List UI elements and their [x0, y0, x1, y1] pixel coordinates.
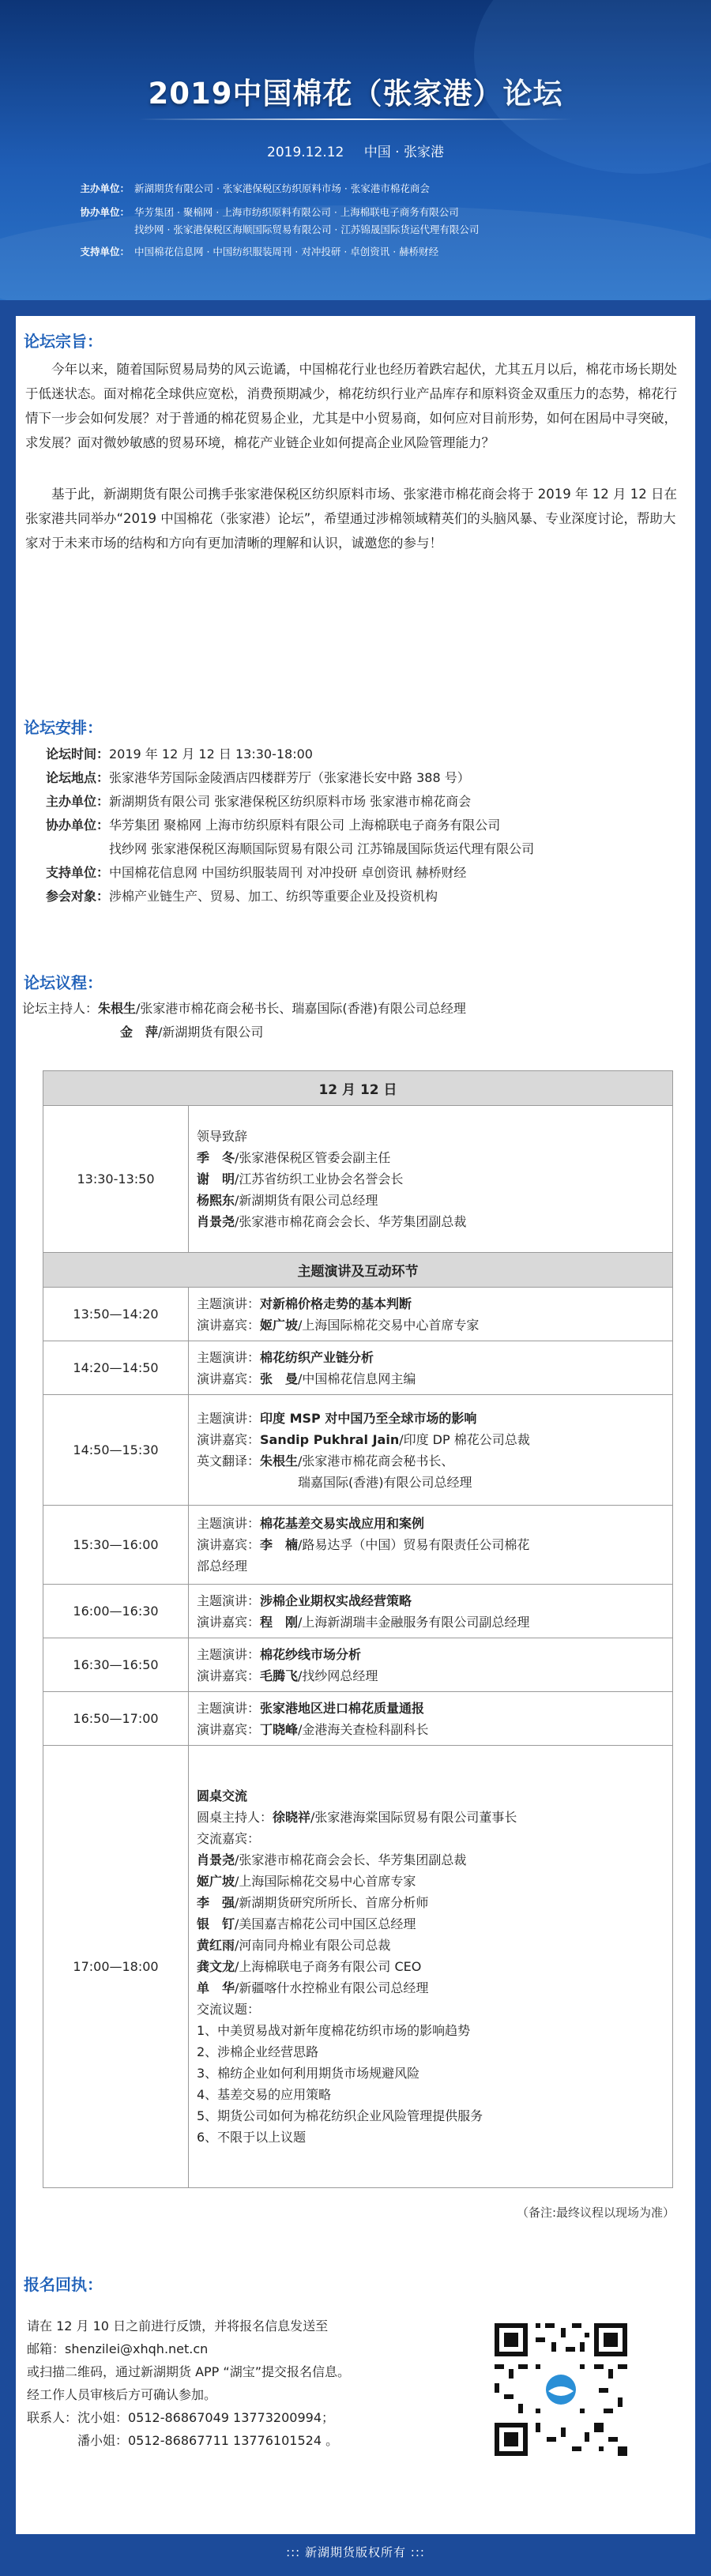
header-banner [0, 0, 711, 300]
agenda-heading: 论坛议程： [24, 973, 103, 992]
arrangement-attendees: 参会对象：涉棉产业链生产、贸易、加工、纺织等重要企业及投资机构 [45, 889, 438, 904]
forum-date: 2019.12.12 [267, 145, 344, 160]
arrangement-venue: 论坛地点：张家港华芳国际金陵酒店四楼群芳厅（张家港长安中路 388 号） [45, 770, 470, 785]
agenda-table [43, 1070, 673, 2188]
header-support-org: 支持单位： 中国棉花信息网 · 中国纺织服装周刊 · 对冲投研 · 卓创资讯 · 赫桥财经 [80, 246, 439, 258]
table-row: 15:30—16:00 主题演讲：棉花基差交易实战应用和案例 演讲嘉宾：李 楠/路易达孚（中国）贸易有限责任公司棉花 部总经理 [43, 1506, 673, 1585]
purpose-paragraph-1: 今年以来，随着国际贸易局势的风云诡谲，中国棉花行业也经历着跌宕起伏，尤其五月以后，棉花市场长期处于低迷状态。面对棉花全球供应宽松，消费预期减少，棉花纺织行业产品库存和原料资金双重压力的态势，棉花行情下一步会如何发展？对于普通的棉花贸易企业，尤其是中小贸易商，如何应对目前形势，如何在困局中寻突破，求发展？面对微妙敏感的贸易环境，棉花产业链企业如何提高企业风险管理能力？ [25, 362, 677, 450]
content-card [16, 316, 695, 2534]
roundtable-time: 17:00—18:00 [43, 1746, 189, 2188]
header-co-org: 协办单位： 华芳集团 · 聚棉网 · 上海市纺织原料有限公司 · 上海棉联电子商务有限公司 找纱网 · 张家港保税区海顺国际贸易有限公司 · 江苏锦晟国际货运代理有限公司 [80, 206, 480, 235]
agenda-day-row [43, 1071, 673, 1106]
table-row: 13:50—14:20 主题演讲：对新棉价格走势的基本判断 演讲嘉宾：姬广坡/上海国际棉花交易中心首席专家 [43, 1288, 673, 1341]
table-row: 14:50—15:30 主题演讲：印度 MSP 对中国乃至全球市场的影响 演讲嘉宾：Sandip Pukhral Jain/印度 DP 棉花公司总裁 英文翻译：朱根生/张家港市棉花商会秘书长、 瑞嘉国际(香港)有限公司总经理 [43, 1395, 673, 1506]
arrangement-time: 论坛时间：2019 年 12 月 12 日 13:30-18:00 [45, 746, 313, 762]
roundtable-detail: 圆桌交流 圆桌主持人：徐晓祥/张家港海棠国际贸易有限公司董事长 交流嘉宾： 肖景尧/张家港市棉花商会会长、华芳集团副总裁 姬广坡/上海国际棉花交易中心首席专家 李 强/新湖期货研究所所长、首席分析师 银 钉/美国嘉吉棉花公司中国区总经理 黄红雨/河南同舟棉业有限公司总裁 龚文龙/上海棉联电子商务有限公司 CEO 单 华/新疆喀什水控棉业有限公司总经理 交流议题： 1、中美贸易战对新年度棉花纺织市场的影响趋势 2、涉棉企业经营思路 3、棉纺企业如何利用期货市场规避风险 4、基差交易的应用策略 5、期货公司如何为棉花纺织企业风险管理提供服务 6、不限于以上议题 [189, 1746, 673, 2188]
registration-heading: 报名回执： [24, 2275, 103, 2294]
forum-host-2: 金 萍/新湖期货有限公司 [120, 1025, 264, 1040]
arrangement-host: 主办单位：新湖期货有限公司 张家港保税区纺织原料市场 张家港市棉花商会 [45, 794, 472, 809]
header-host-org: 主办单位： 新湖期货有限公司 · 张家港保税区纺织原料市场 · 张家港市棉花商会 [80, 182, 430, 194]
registration-contact-1: 联系人：沈小姐：0512-86867049 13773200994； [27, 2410, 334, 2425]
table-row: 16:50—17:00 主题演讲：张家港地区进口棉花质量通报 演讲嘉宾：丁晓峰/金港海关查检科副科长 [43, 1692, 673, 1746]
opening-detail: 领导致辞 季 冬/张家港保税区管委会副主任 谢 明/江苏省纺织工业协会名誉会长 杨熙东/新湖期货有限公司总经理 肖景尧/张家港市棉花商会会长、华芳集团副总裁 [189, 1106, 673, 1253]
table-row: 16:00—16:30 主题演讲：涉棉企业期权实战经营策略 演讲嘉宾：程 刚/上海新湖瑞丰金融服务有限公司副总经理 [43, 1585, 673, 1638]
table-row [43, 1106, 673, 1253]
arrangement-co-host: 协办单位：华芳集团 聚棉网 上海市纺织原料有限公司 上海棉联电子商务有限公司 [45, 818, 501, 833]
registration-info: 请在 12 月 10 日之前进行反馈，并将报名信息发送至 邮箱：shenzilei@xhqh.net.cn 或扫描二维码，通过新湖期货 APP “湖宝”提交报名信息。 经工作人员审核后方可确认参加。 联系人：沈小姐：0512-86867049 13773200994； 潘小姐：0512-86867711 13776101524 。 [27, 2315, 501, 2452]
opening-time: 13:30-13:50 [43, 1106, 189, 1253]
forum-title: 2019中国棉花（张家港）论坛 [148, 77, 563, 111]
table-row [43, 1746, 673, 2188]
title-divider [138, 118, 573, 120]
purpose-paragraph-2: 基于此，新湖期货有限公司携手张家港保税区纺织原料市场、张家港市棉花商会将于 2019 年 12 月 12 日在张家港共同举办“2019 中国棉花（张家港）论坛”，希望通过涉棉领域精英们的头脑风暴、专业深度讨论，帮助大家对于未来市场的结构和方向有更加清晰的理解和认识，诚邀您的参与！ [25, 487, 677, 551]
forum-meta [0, 141, 711, 160]
registration-contact-2: 潘小姐：0512-86867711 13776101524 。 [27, 2433, 339, 2448]
registration-email: 邮箱：shenzilei@xhqh.net.cn [27, 2341, 209, 2356]
session-band: 主题演讲及互动环节 [43, 1253, 673, 1288]
table-row: 16:30—16:50 主题演讲：棉花纱线市场分析 演讲嘉宾：毛腾飞/找纱网总经理 [43, 1638, 673, 1692]
agenda-day: 12 月 12 日 [43, 1071, 673, 1106]
footer-copyright: ::: 新湖期货版权所有 ::: [286, 2545, 425, 2559]
arrangement-support: 支持单位：中国棉花信息网 中国纺织服装周刊 对冲投研 卓创资讯 赫桥财经 [45, 865, 467, 880]
forum-host-1: 论坛主持人：朱根生/张家港市棉花商会秘书长、瑞嘉国际(香港)有限公司总经理 [22, 1001, 466, 1016]
agenda-session-row [43, 1253, 673, 1288]
table-row: 14:20—14:50 主题演讲：棉花纺织产业链分析 演讲嘉宾：张 曼/中国棉花信息网主编 [43, 1341, 673, 1395]
agenda-note: （备注:最终议程以现场为准） [516, 2206, 675, 2220]
arrangement-heading: 论坛安排： [24, 718, 103, 737]
forum-location: 中国 · 张家港 [363, 145, 444, 160]
arrangement-co-host-cont: 找纱网 张家港保税区海顺国际贸易有限公司 江苏锦晟国际货运代理有限公司 [109, 841, 535, 856]
purpose-heading: 论坛宗旨： [24, 332, 103, 351]
qr-code-icon[interactable] [490, 2318, 632, 2461]
